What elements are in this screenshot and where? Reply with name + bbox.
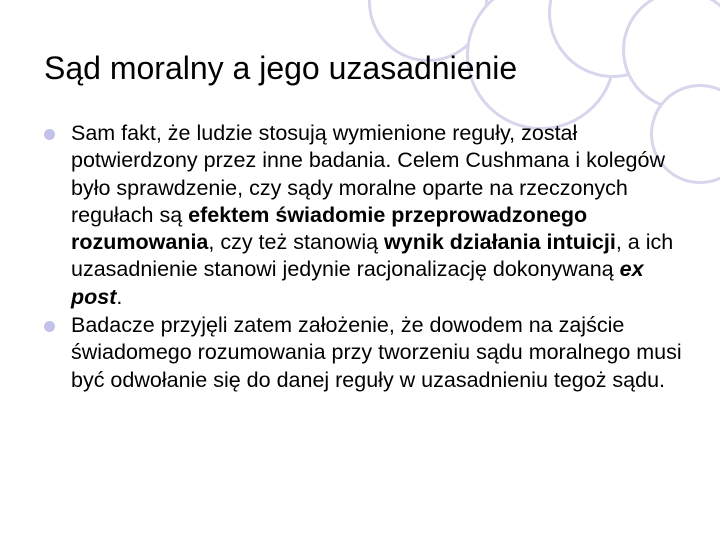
text-run: Badacze przyjęli zatem założenie, że dowodem na zajście świadomego rozumowania przy tworzeniu sądu moralnego musi być odwołanie się do danej reguły w uzasadnieniu tegoż sądu. bbox=[71, 313, 682, 392]
text-run: , a ich uzasadnienie stanowi jedynie racjonalizację dokonywaną bbox=[71, 230, 674, 282]
text-run: , czy też stanowią bbox=[208, 230, 385, 255]
bullet-text bbox=[71, 312, 694, 394]
emphasis-text: wynik działania intuicji bbox=[384, 230, 616, 255]
bullet-text bbox=[71, 120, 694, 311]
slide-title: Sąd moralny a jego uzasadnienie bbox=[44, 50, 518, 86]
emphasis-text: efektem świadomie przeprowadzonego rozumowania bbox=[71, 202, 588, 255]
emphasis-text: ex post bbox=[71, 257, 644, 309]
bullet-dot-icon bbox=[44, 129, 55, 140]
text-run: Sam fakt, że ludzie stosują wymienione reguły, został potwierdzony przez inne badania. Celem Cushmana i kolegów było sprawdzenie, czy sądy moralne oparte na rzeczonych regułach są bbox=[71, 121, 665, 227]
bullet-list bbox=[44, 120, 694, 395]
bullet-item bbox=[44, 312, 694, 394]
bullet-item bbox=[44, 120, 694, 311]
text-run: . bbox=[116, 284, 123, 309]
bullet-dot-icon bbox=[44, 321, 55, 332]
